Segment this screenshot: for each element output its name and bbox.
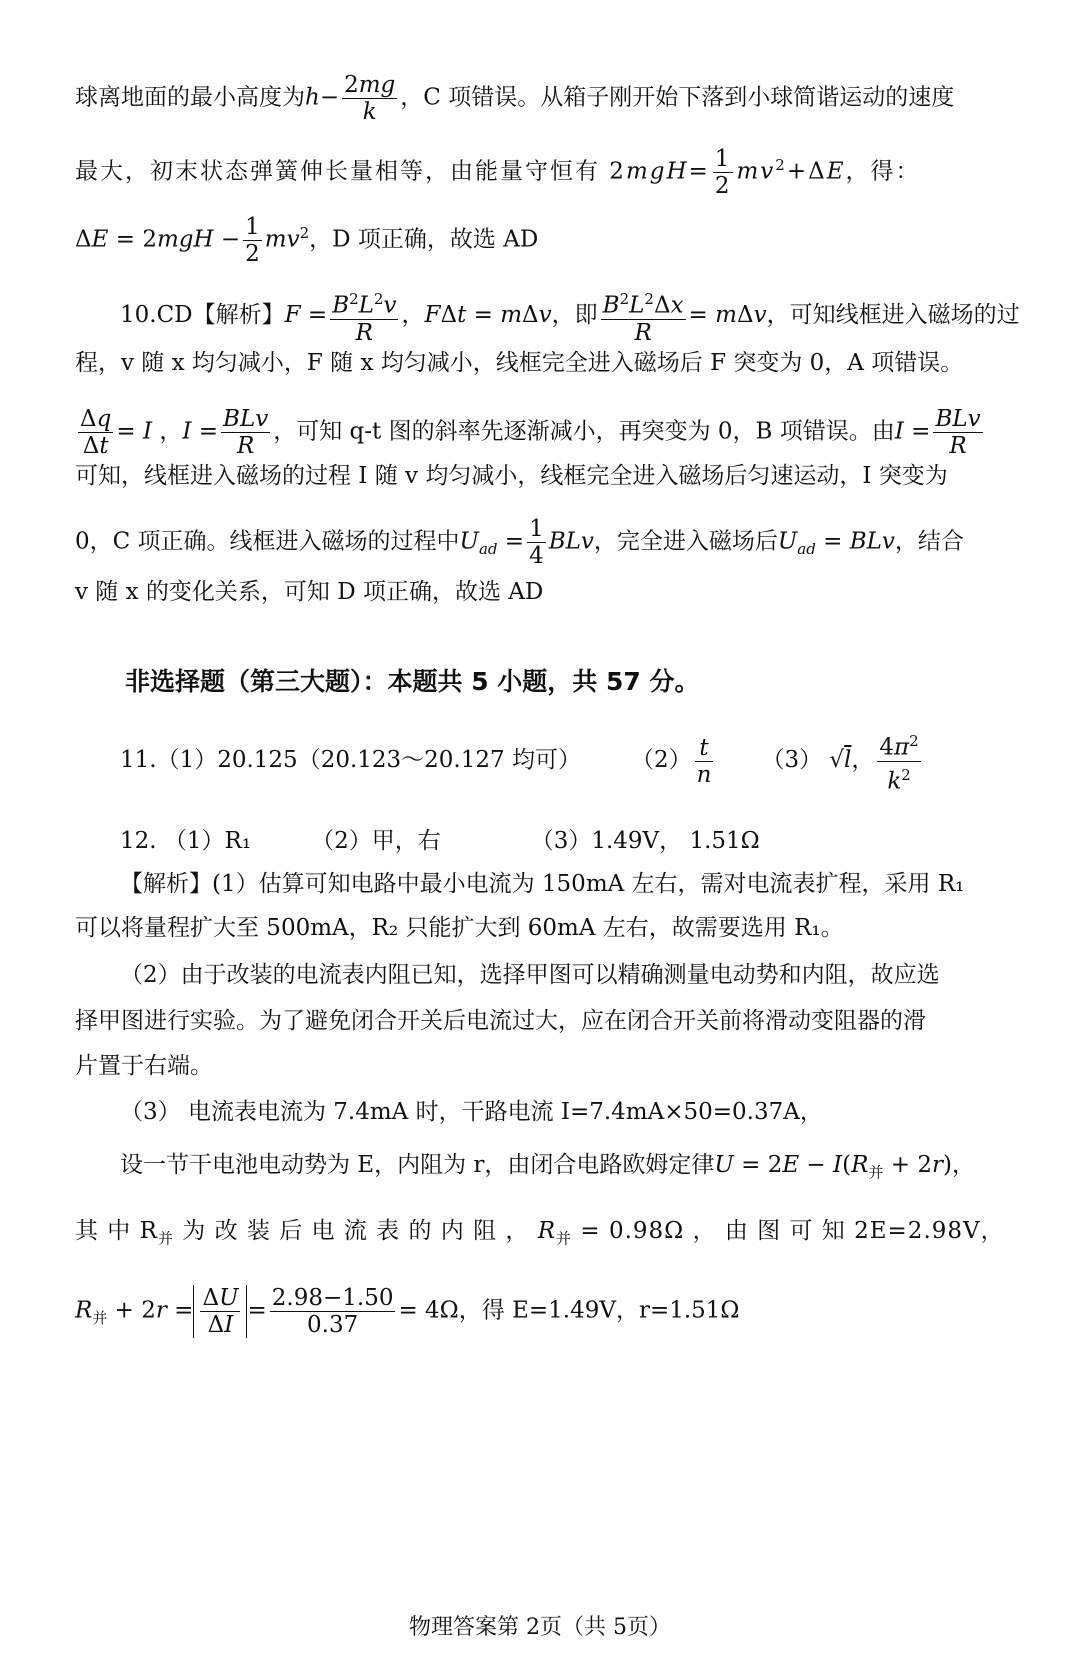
page-footer: 物理答案第 2页（共 5页） xyxy=(409,1615,671,1640)
q9-line-3: ΔE = 2mgH − $\frac{1}{2}$ $mv^2$，D 项正确，故选 AD xyxy=(75,214,539,267)
q12-analysis-3b: 设一节干电池电动势为 E，内阻为 r，由闭合电路欧姆定律$U = 2E - I(R_并 + 2r)$， xyxy=(120,1152,975,1182)
q9-line-1: 球离地面的最小高度为h− $\frac{2mg}{k}$ ，C 项错误。从箱子刚开始下落到小球简谐运动的速度 xyxy=(75,72,955,125)
q10-line-5: 0，C 项正确。线框进入磁场的过程中$U_{ad}$ = $\frac{1}{4}$ BLv，完全进入磁场后$U_{ad}$ = BLv，结合 xyxy=(75,516,964,569)
q10-line-1: 10.CD【解析】F = $\frac{B^2L^2v}{R}$ ，FΔt = mΔv，即 $\frac{B^2L^2\Delta x}{R}$ = mΔv，可知线框进入磁场的过 xyxy=(120,286,1020,346)
q10-line-2: 程，v 随 x 均匀减小，F 随 x 均匀减小，线框完全进入磁场后 F 突变为 0，A 项错误。 xyxy=(75,350,964,376)
q12-analysis-3c: 其 中 $R_并$ 为 改 装 后 电 流 表 的 内 阻 ， $R_并 = 0.98\Omega$ ， 由 图 可 知 2E=2.98V， xyxy=(75,1218,1005,1248)
q12-analysis-2b: 择甲图进行实验。为了避免闭合开关后电流过大，应在闭合开关前将滑动变阻器的滑 xyxy=(75,1008,926,1034)
q12-answers: 12. （1）R₁ （2）甲，右 （3）1.49V， 1.51Ω xyxy=(120,828,760,854)
q10-line-3: $\frac{\Delta q}{\Delta t}$ = I ，I = $\frac{\text{BLv}}{R}$ ，可知 q-t 图的斜率先逐渐减小，再突变为 0，B 项错误。由I = $\frac{\text{BLv}}{R}$ xyxy=(80,406,981,459)
section-header: 非选择题（第三大题）：本题共 5 小题，共 57 分。 xyxy=(125,667,700,696)
q12-analysis-3a: （3） 电流表电流为 7.4mA 时，干路电流 I=7.4mA×50=0.37A， xyxy=(120,1099,823,1125)
q9-line-2: 最大，初末状态弹簧伸长量相等，由能量守恒有 2mgH= $\frac{1}{2}$ $mv^2+\Delta E$，得： xyxy=(75,146,921,199)
q12-analysis-1a: 【解析】(1）估算可知电路中最小电流为 150mA 左右，需对电流表扩程，采用 R₁ xyxy=(120,871,965,897)
q11-line: 11.（1）20.125（20.123～20.127 均可） （2） $\frac{t}{n}$ （3） √l， $\frac{4\pi^2}{k^2}$ xyxy=(120,728,924,794)
q12-analysis-1b: 可以将量程扩大至 500mA，R₂ 只能扩大到 60mA 左右，故需要选用 R₁。 xyxy=(75,915,844,941)
q10-line-4: 可知，线框进入磁场的过程 I 随 v 均匀减小，线框完全进入磁场后匀速运动，I 突变为 xyxy=(75,463,948,489)
q12-analysis-3d: $R_并 + 2r$ = $\frac{\Delta U}{\Delta I}$ = $\frac{2.98-1.50}{0.37}$ = 4Ω，得 E=1.49V，r=1.51Ω xyxy=(75,1285,740,1338)
q10-line-6: v 随 x 的变化关系，可知 D 项正确，故选 AD xyxy=(75,579,544,605)
q12-analysis-2c: 片置于右端。 xyxy=(75,1053,213,1079)
q12-analysis-2a: （2）由于改装的电流表内阻已知，选择甲图可以精确测量电动势和内阻，故应选 xyxy=(120,962,940,988)
